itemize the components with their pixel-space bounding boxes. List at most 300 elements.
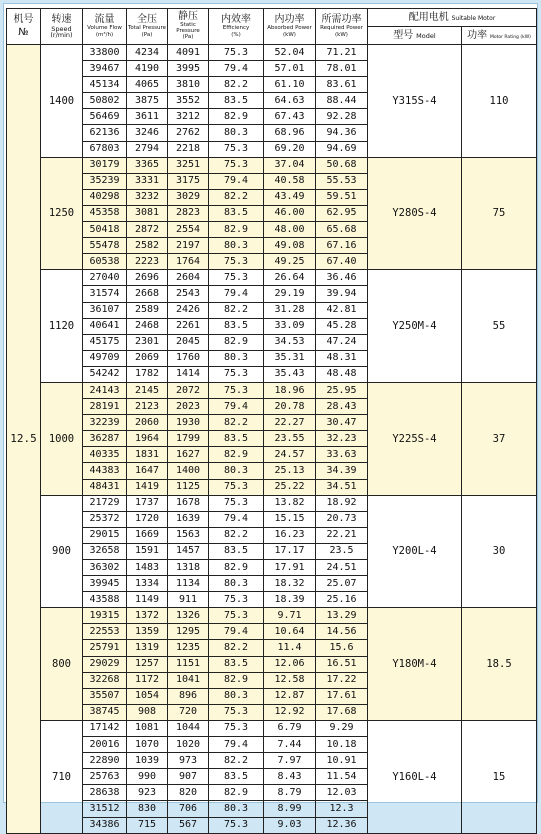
data-cell: 80.3 <box>209 688 264 704</box>
motor-model-cell: Y160L-4 <box>368 720 462 833</box>
data-cell: 71.21 <box>316 45 368 61</box>
data-cell: 2069 <box>127 350 168 366</box>
data-cell: 2261 <box>168 318 209 334</box>
data-cell: 29015 <box>83 527 127 543</box>
data-cell: 25.95 <box>316 382 368 398</box>
data-cell: 11.4 <box>264 640 316 656</box>
data-cell: 79.4 <box>209 511 264 527</box>
header-flow: 流量 Volume Flow (m³/h) <box>83 9 127 45</box>
data-cell: 83.61 <box>316 77 368 93</box>
speed-cell: 1400 <box>41 45 83 158</box>
data-cell: 1054 <box>127 688 168 704</box>
motor-model-cell: Y315S-4 <box>368 45 462 158</box>
table-row <box>7 495 537 511</box>
data-cell: 990 <box>127 769 168 785</box>
data-cell: 1760 <box>168 350 209 366</box>
motor-model-cell: Y180M-4 <box>368 608 462 721</box>
data-cell: 3995 <box>168 61 209 77</box>
data-cell: 1151 <box>168 656 209 672</box>
data-cell: 22.27 <box>264 415 316 431</box>
data-cell: 34.51 <box>316 479 368 495</box>
data-cell: 25.16 <box>316 592 368 608</box>
data-cell: 3875 <box>127 93 168 109</box>
data-cell: 75.3 <box>209 608 264 624</box>
data-cell: 1041 <box>168 672 209 688</box>
data-cell: 78.01 <box>316 61 368 77</box>
data-cell: 1639 <box>168 511 209 527</box>
data-cell: 1591 <box>127 543 168 559</box>
data-cell: 2468 <box>127 318 168 334</box>
data-cell: 1134 <box>168 576 209 592</box>
data-cell: 50418 <box>83 222 127 238</box>
data-cell: 75.3 <box>209 157 264 173</box>
data-cell: 17.22 <box>316 672 368 688</box>
data-cell: 75.3 <box>209 817 264 833</box>
data-cell: 69.20 <box>264 141 316 157</box>
data-cell: 36287 <box>83 431 127 447</box>
data-cell: 82.2 <box>209 753 264 769</box>
data-cell: 48431 <box>83 479 127 495</box>
data-cell: 8.99 <box>264 801 316 817</box>
data-cell: 2696 <box>127 270 168 286</box>
data-cell: 1125 <box>168 479 209 495</box>
data-cell: 2794 <box>127 141 168 157</box>
data-cell: 1044 <box>168 720 209 736</box>
data-cell: 60538 <box>83 254 127 270</box>
data-cell: 82.2 <box>209 415 264 431</box>
data-cell: 2823 <box>168 205 209 221</box>
data-cell: 21729 <box>83 495 127 511</box>
data-cell: 82.9 <box>209 109 264 125</box>
data-cell: 17.68 <box>316 704 368 720</box>
motor-power-cell: 18.5 <box>462 608 537 721</box>
data-cell: 2145 <box>127 382 168 398</box>
data-cell: 75.3 <box>209 366 264 382</box>
motor-power-cell: 15 <box>462 720 537 833</box>
data-cell: 3029 <box>168 189 209 205</box>
data-cell: 20.73 <box>316 511 368 527</box>
data-cell: 82.9 <box>209 222 264 238</box>
data-cell: 23.5 <box>316 543 368 559</box>
speed-cell: 710 <box>41 720 83 833</box>
data-cell: 2604 <box>168 270 209 286</box>
data-cell: 79.4 <box>209 399 264 415</box>
data-cell: 24.57 <box>264 447 316 463</box>
data-cell: 40641 <box>83 318 127 334</box>
data-cell: 1326 <box>168 608 209 624</box>
data-cell: 40.58 <box>264 173 316 189</box>
data-cell: 35.43 <box>264 366 316 382</box>
header-efficiency: 内效率 Efficiency (%) <box>209 9 264 45</box>
data-cell: 35.31 <box>264 350 316 366</box>
data-cell: 83.5 <box>209 656 264 672</box>
data-cell: 75.3 <box>209 720 264 736</box>
data-cell: 49709 <box>83 350 127 366</box>
data-cell: 12.36 <box>316 817 368 833</box>
motor-power-cell: 75 <box>462 157 537 270</box>
data-cell: 17142 <box>83 720 127 736</box>
data-cell: 1172 <box>127 672 168 688</box>
data-cell: 64.63 <box>264 93 316 109</box>
data-cell: 20.78 <box>264 399 316 415</box>
data-cell: 94.36 <box>316 125 368 141</box>
data-cell: 28.43 <box>316 399 368 415</box>
data-cell: 45134 <box>83 77 127 93</box>
data-cell: 706 <box>168 801 209 817</box>
data-cell: 1149 <box>127 592 168 608</box>
data-cell: 1964 <box>127 431 168 447</box>
data-cell: 10.18 <box>316 737 368 753</box>
data-cell: 34386 <box>83 817 127 833</box>
table-row <box>7 270 537 286</box>
data-cell: 24143 <box>83 382 127 398</box>
data-cell: 92.28 <box>316 109 368 125</box>
table-row <box>7 382 537 398</box>
data-cell: 33800 <box>83 45 127 61</box>
data-cell: 4234 <box>127 45 168 61</box>
data-cell: 79.4 <box>209 737 264 753</box>
data-cell: 35507 <box>83 688 127 704</box>
data-cell: 49.08 <box>264 238 316 254</box>
data-cell: 80.3 <box>209 350 264 366</box>
data-cell: 2554 <box>168 222 209 238</box>
data-cell: 25791 <box>83 640 127 656</box>
data-cell: 25.13 <box>264 463 316 479</box>
data-cell: 75.3 <box>209 254 264 270</box>
data-cell: 39.94 <box>316 286 368 302</box>
speed-cell: 1120 <box>41 270 83 383</box>
data-cell: 68.96 <box>264 125 316 141</box>
data-cell: 1400 <box>168 463 209 479</box>
data-cell: 23.55 <box>264 431 316 447</box>
table-body <box>7 45 537 834</box>
data-cell: 25.22 <box>264 479 316 495</box>
data-cell: 36302 <box>83 560 127 576</box>
data-cell: 1070 <box>127 737 168 753</box>
data-cell: 48.00 <box>264 222 316 238</box>
data-cell: 1457 <box>168 543 209 559</box>
data-cell: 820 <box>168 785 209 801</box>
data-cell: 2023 <box>168 399 209 415</box>
data-cell: 12.03 <box>316 785 368 801</box>
data-cell: 3212 <box>168 109 209 125</box>
motor-power-cell: 55 <box>462 270 537 383</box>
data-cell: 45358 <box>83 205 127 221</box>
header-motor-power: 功率 Motor Rating (kW) <box>462 27 537 45</box>
header-internal-power: 内功率 Absorbed Power (kW) <box>264 9 316 45</box>
table-row <box>7 157 537 173</box>
data-cell: 50.68 <box>316 157 368 173</box>
data-cell: 2543 <box>168 286 209 302</box>
data-cell: 31512 <box>83 801 127 817</box>
data-cell: 9.29 <box>316 720 368 736</box>
data-cell: 79.4 <box>209 624 264 640</box>
data-cell: 11.54 <box>316 769 368 785</box>
data-cell: 38745 <box>83 704 127 720</box>
data-cell: 1647 <box>127 463 168 479</box>
data-cell: 52.04 <box>264 45 316 61</box>
data-cell: 28638 <box>83 785 127 801</box>
data-cell: 2762 <box>168 125 209 141</box>
data-cell: 2426 <box>168 302 209 318</box>
data-cell: 9.71 <box>264 608 316 624</box>
data-cell: 82.9 <box>209 785 264 801</box>
data-cell: 12.58 <box>264 672 316 688</box>
data-cell: 40298 <box>83 189 127 205</box>
data-cell: 7.44 <box>264 737 316 753</box>
data-cell: 1257 <box>127 656 168 672</box>
data-cell: 1799 <box>168 431 209 447</box>
data-cell: 4190 <box>127 61 168 77</box>
data-cell: 80.3 <box>209 463 264 479</box>
header-motor: 配用电机 Suitable Motor <box>368 9 537 27</box>
data-cell: 26.64 <box>264 270 316 286</box>
data-cell: 1039 <box>127 753 168 769</box>
data-cell: 18.92 <box>316 495 368 511</box>
data-cell: 16.23 <box>264 527 316 543</box>
data-cell: 29029 <box>83 656 127 672</box>
data-cell: 4091 <box>168 45 209 61</box>
data-cell: 1737 <box>127 495 168 511</box>
data-cell: 2872 <box>127 222 168 238</box>
data-cell: 75.3 <box>209 592 264 608</box>
data-cell: 55478 <box>83 238 127 254</box>
table-frame <box>3 3 538 831</box>
data-cell: 6.79 <box>264 720 316 736</box>
motor-power-cell: 30 <box>462 495 537 608</box>
header-total-pressure: 全压 Total Pressure (Pa) <box>127 9 168 45</box>
data-cell: 50802 <box>83 93 127 109</box>
fan-performance-table <box>6 8 537 834</box>
data-cell: 30.47 <box>316 415 368 431</box>
data-cell: 2060 <box>127 415 168 431</box>
data-cell: 3246 <box>127 125 168 141</box>
header-motor-model: 型号 Model <box>368 27 462 45</box>
data-cell: 22890 <box>83 753 127 769</box>
data-cell: 47.24 <box>316 334 368 350</box>
data-cell: 43.49 <box>264 189 316 205</box>
data-cell: 8.79 <box>264 785 316 801</box>
data-cell: 1359 <box>127 624 168 640</box>
data-cell: 62136 <box>83 125 127 141</box>
motor-power-cell: 37 <box>462 382 537 495</box>
data-cell: 82.9 <box>209 672 264 688</box>
motor-model-cell: Y280S-4 <box>368 157 462 270</box>
data-cell: 79.4 <box>209 173 264 189</box>
data-cell: 1020 <box>168 737 209 753</box>
data-cell: 32239 <box>83 415 127 431</box>
data-cell: 1235 <box>168 640 209 656</box>
data-cell: 79.4 <box>209 286 264 302</box>
data-cell: 31574 <box>83 286 127 302</box>
data-cell: 3175 <box>168 173 209 189</box>
data-cell: 2223 <box>127 254 168 270</box>
data-cell: 18.96 <box>264 382 316 398</box>
data-cell: 1669 <box>127 527 168 543</box>
data-cell: 67803 <box>83 141 127 157</box>
data-cell: 17.17 <box>264 543 316 559</box>
data-cell: 82.2 <box>209 77 264 93</box>
data-cell: 83.5 <box>209 769 264 785</box>
data-cell: 36.46 <box>316 270 368 286</box>
data-cell: 25.07 <box>316 576 368 592</box>
data-cell: 923 <box>127 785 168 801</box>
data-cell: 28191 <box>83 399 127 415</box>
data-cell: 34.39 <box>316 463 368 479</box>
data-cell: 35239 <box>83 173 127 189</box>
data-cell: 39467 <box>83 61 127 77</box>
data-cell: 10.91 <box>316 753 368 769</box>
data-cell: 2301 <box>127 334 168 350</box>
data-cell: 3611 <box>127 109 168 125</box>
data-cell: 75.3 <box>209 45 264 61</box>
data-cell: 45.28 <box>316 318 368 334</box>
data-cell: 13.29 <box>316 608 368 624</box>
data-cell: 1930 <box>168 415 209 431</box>
data-cell: 83.5 <box>209 431 264 447</box>
data-cell: 67.16 <box>316 238 368 254</box>
data-cell: 1563 <box>168 527 209 543</box>
data-cell: 31.28 <box>264 302 316 318</box>
data-cell: 1831 <box>127 447 168 463</box>
header-model-no: 机号 № <box>7 9 41 45</box>
data-cell: 3365 <box>127 157 168 173</box>
header-static-pressure: 静压 Static Pressure (Pa) <box>168 9 209 45</box>
data-cell: 61.10 <box>264 77 316 93</box>
data-cell: 12.92 <box>264 704 316 720</box>
data-cell: 36107 <box>83 302 127 318</box>
motor-model-cell: Y200L-4 <box>368 495 462 608</box>
data-cell: 48.31 <box>316 350 368 366</box>
data-cell: 17.91 <box>264 560 316 576</box>
data-cell: 2197 <box>168 238 209 254</box>
data-cell: 2589 <box>127 302 168 318</box>
data-cell: 24.51 <box>316 560 368 576</box>
data-cell: 18.32 <box>264 576 316 592</box>
data-cell: 567 <box>168 817 209 833</box>
data-cell: 1414 <box>168 366 209 382</box>
data-cell: 57.01 <box>264 61 316 77</box>
data-cell: 1295 <box>168 624 209 640</box>
table-row <box>7 45 537 61</box>
data-cell: 27040 <box>83 270 127 286</box>
data-cell: 80.3 <box>209 801 264 817</box>
data-cell: 49.25 <box>264 254 316 270</box>
data-cell: 14.56 <box>316 624 368 640</box>
data-cell: 55.53 <box>316 173 368 189</box>
speed-cell: 1000 <box>41 382 83 495</box>
data-cell: 3081 <box>127 205 168 221</box>
data-cell: 1764 <box>168 254 209 270</box>
data-cell: 1334 <box>127 576 168 592</box>
data-cell: 82.2 <box>209 302 264 318</box>
data-cell: 1372 <box>127 608 168 624</box>
data-cell: 75.3 <box>209 704 264 720</box>
data-cell: 973 <box>168 753 209 769</box>
motor-model-cell: Y225S-4 <box>368 382 462 495</box>
data-cell: 82.9 <box>209 334 264 350</box>
data-cell: 83.5 <box>209 318 264 334</box>
data-cell: 65.68 <box>316 222 368 238</box>
data-cell: 32658 <box>83 543 127 559</box>
data-cell: 3331 <box>127 173 168 189</box>
data-cell: 67.40 <box>316 254 368 270</box>
data-cell: 1081 <box>127 720 168 736</box>
table-row <box>7 720 537 736</box>
data-cell: 2072 <box>168 382 209 398</box>
data-cell: 7.97 <box>264 753 316 769</box>
data-cell: 715 <box>127 817 168 833</box>
data-cell: 67.43 <box>264 109 316 125</box>
data-cell: 75.3 <box>209 479 264 495</box>
data-cell: 1782 <box>127 366 168 382</box>
data-cell: 1678 <box>168 495 209 511</box>
speed-cell: 1250 <box>41 157 83 270</box>
data-cell: 94.69 <box>316 141 368 157</box>
data-cell: 908 <box>127 704 168 720</box>
data-cell: 1319 <box>127 640 168 656</box>
data-cell: 2668 <box>127 286 168 302</box>
data-cell: 3251 <box>168 157 209 173</box>
data-cell: 22.21 <box>316 527 368 543</box>
data-cell: 25763 <box>83 769 127 785</box>
data-cell: 16.51 <box>316 656 368 672</box>
data-cell: 1627 <box>168 447 209 463</box>
data-cell: 88.44 <box>316 93 368 109</box>
data-cell: 75.3 <box>209 495 264 511</box>
data-cell: 12.06 <box>264 656 316 672</box>
header-required-power: 所需功率 Required Power (kW) <box>316 9 368 45</box>
speed-cell: 900 <box>41 495 83 608</box>
data-cell: 75.3 <box>209 270 264 286</box>
data-cell: 80.3 <box>209 125 264 141</box>
data-cell: 82.2 <box>209 527 264 543</box>
data-cell: 1483 <box>127 560 168 576</box>
data-cell: 907 <box>168 769 209 785</box>
data-cell: 15.15 <box>264 511 316 527</box>
data-cell: 10.64 <box>264 624 316 640</box>
data-cell: 22553 <box>83 624 127 640</box>
data-cell: 32268 <box>83 672 127 688</box>
data-cell: 33.09 <box>264 318 316 334</box>
data-cell: 30179 <box>83 157 127 173</box>
data-cell: 19315 <box>83 608 127 624</box>
data-cell: 62.95 <box>316 205 368 221</box>
data-cell: 75.3 <box>209 382 264 398</box>
data-cell: 82.2 <box>209 189 264 205</box>
motor-power-cell: 110 <box>462 45 537 158</box>
data-cell: 12.87 <box>264 688 316 704</box>
data-cell: 82.9 <box>209 447 264 463</box>
data-cell: 4065 <box>127 77 168 93</box>
data-cell: 82.9 <box>209 560 264 576</box>
data-cell: 911 <box>168 592 209 608</box>
data-cell: 83.5 <box>209 543 264 559</box>
data-cell: 896 <box>168 688 209 704</box>
data-cell: 42.81 <box>316 302 368 318</box>
data-cell: 79.4 <box>209 61 264 77</box>
data-cell: 25372 <box>83 511 127 527</box>
data-cell: 59.51 <box>316 189 368 205</box>
data-cell: 40335 <box>83 447 127 463</box>
data-cell: 1720 <box>127 511 168 527</box>
data-cell: 17.61 <box>316 688 368 704</box>
data-cell: 830 <box>127 801 168 817</box>
table-row <box>7 608 537 624</box>
data-cell: 720 <box>168 704 209 720</box>
data-cell: 20016 <box>83 737 127 753</box>
data-cell: 8.43 <box>264 769 316 785</box>
